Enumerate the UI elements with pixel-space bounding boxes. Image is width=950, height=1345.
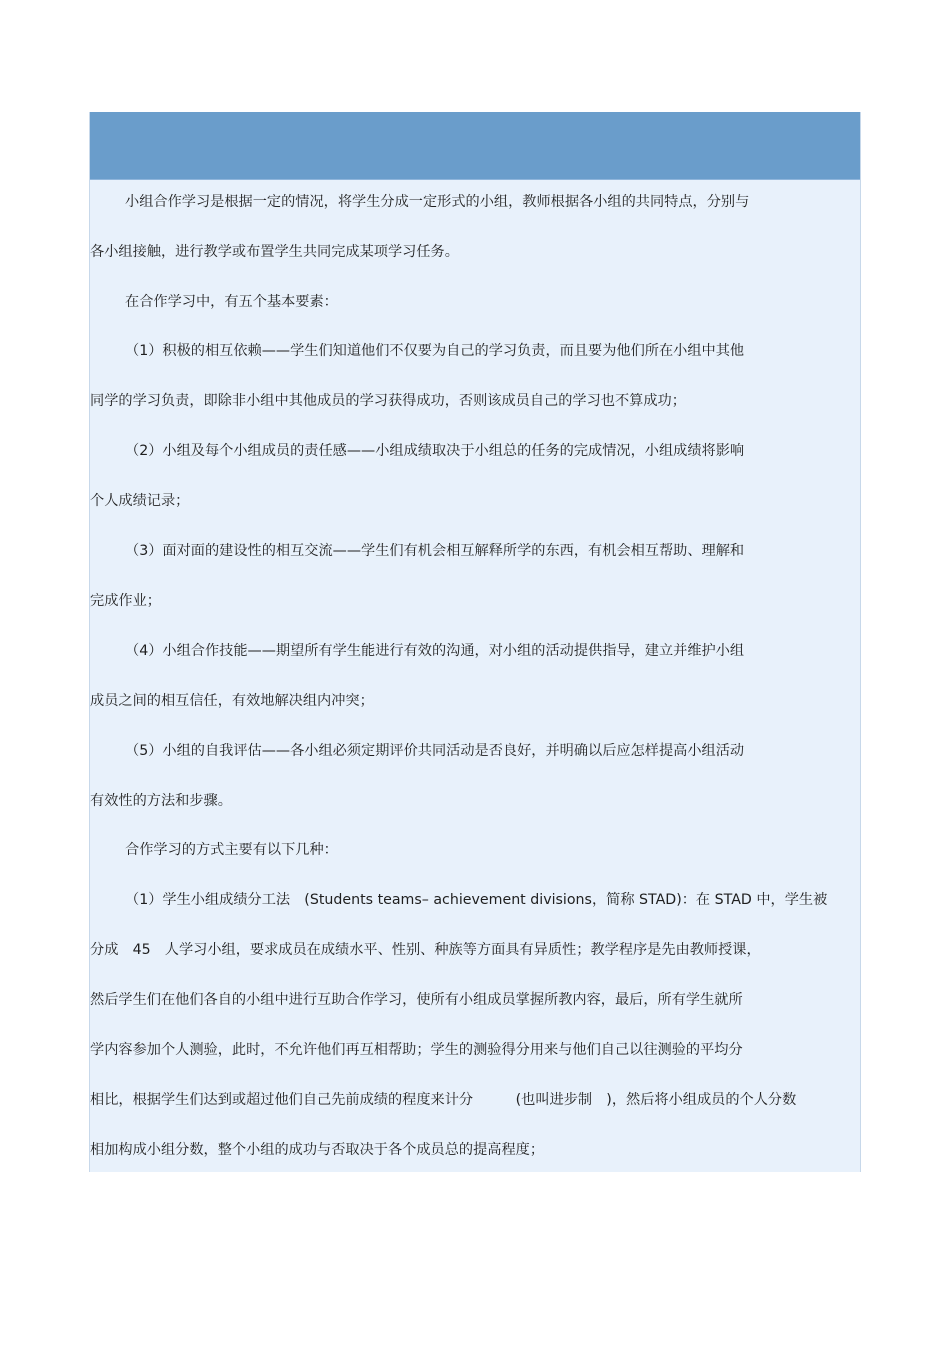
- paragraph-line-18: 学内容参加个人测验，此时，不允许他们再互相帮助；学生的测验得分用来与他们自己以往测验的平均分: [90, 1042, 743, 1058]
- paragraph-line-19: 相比，根据学生们达到或超过他们自己先前成绩的程度来计分 (也叫进步制 )，然后将小组成员的个人分数: [90, 1092, 797, 1108]
- paragraph-line-20: 相加构成小组分数，整个小组的成功与否取决于各个成员总的提高程度；: [90, 1142, 545, 1158]
- paragraph-line-17: 然后学生们在他们各自的小组中进行互助合作学习，使所有小组成员掌握所教内容，最后，所有学生就所: [90, 992, 743, 1008]
- paragraph-line-12: （5）小组的自我评估——各小组必须定期评价共同活动是否良好，并明确以后应怎样提高小组活动: [125, 743, 745, 759]
- paragraph-line-5: 同学的学习负责，即除非小组中其他成员的学习获得成功，否则该成员自己的学习也不算成功；: [90, 393, 686, 409]
- paragraph-line-10: （4）小组合作技能——期望所有学生能进行有效的沟通，对小组的活动提供指导，建立并维护小组: [125, 643, 745, 659]
- paragraph-line-11: 成员之间的相互信任，有效地解决组内冲突；: [90, 693, 374, 709]
- document-panel: [89, 112, 861, 1172]
- header-bar: [90, 112, 860, 180]
- paragraph-line-3: 在合作学习中，有五个基本要素：: [125, 294, 338, 310]
- paragraph-line-4: （1）积极的相互依赖——学生们知道他们不仅要为自己的学习负责，而且要为他们所在小组中其他: [125, 343, 745, 359]
- paragraph-line-14: 合作学习的方式主要有以下几种：: [125, 842, 338, 858]
- paragraph-line-7: 个人成绩记录；: [90, 493, 190, 509]
- paragraph-line-9: 完成作业；: [90, 593, 161, 609]
- paragraph-line-8: （3）面对面的建设性的相互交流——学生们有机会相互解释所学的东西，有机会相互帮助、理解和: [125, 543, 745, 559]
- paragraph-line-1: 小组合作学习是根据一定的情况，将学生分成一定形式的小组，教师根据各小组的共同特点，分别与: [125, 194, 750, 210]
- paragraph-line-16: 分成 45 人学习小组，要求成员在成绩水平、性别、种族等方面具有异质性；教学程序是先由教师授课，: [90, 942, 761, 958]
- paragraph-line-2: 各小组接触，进行教学或布置学生共同完成某项学习任务。: [90, 244, 459, 260]
- paragraph-line-15: （1）学生小组成绩分工法 (Students teams– achievement divisions，简称 STAD)：在 STAD 中，学生被: [125, 892, 828, 908]
- paragraph-line-6: （2）小组及每个小组成员的责任感——小组成绩取决于小组总的任务的完成情况，小组成绩将影响: [125, 443, 745, 459]
- paragraph-line-13: 有效性的方法和步骤。: [90, 793, 232, 809]
